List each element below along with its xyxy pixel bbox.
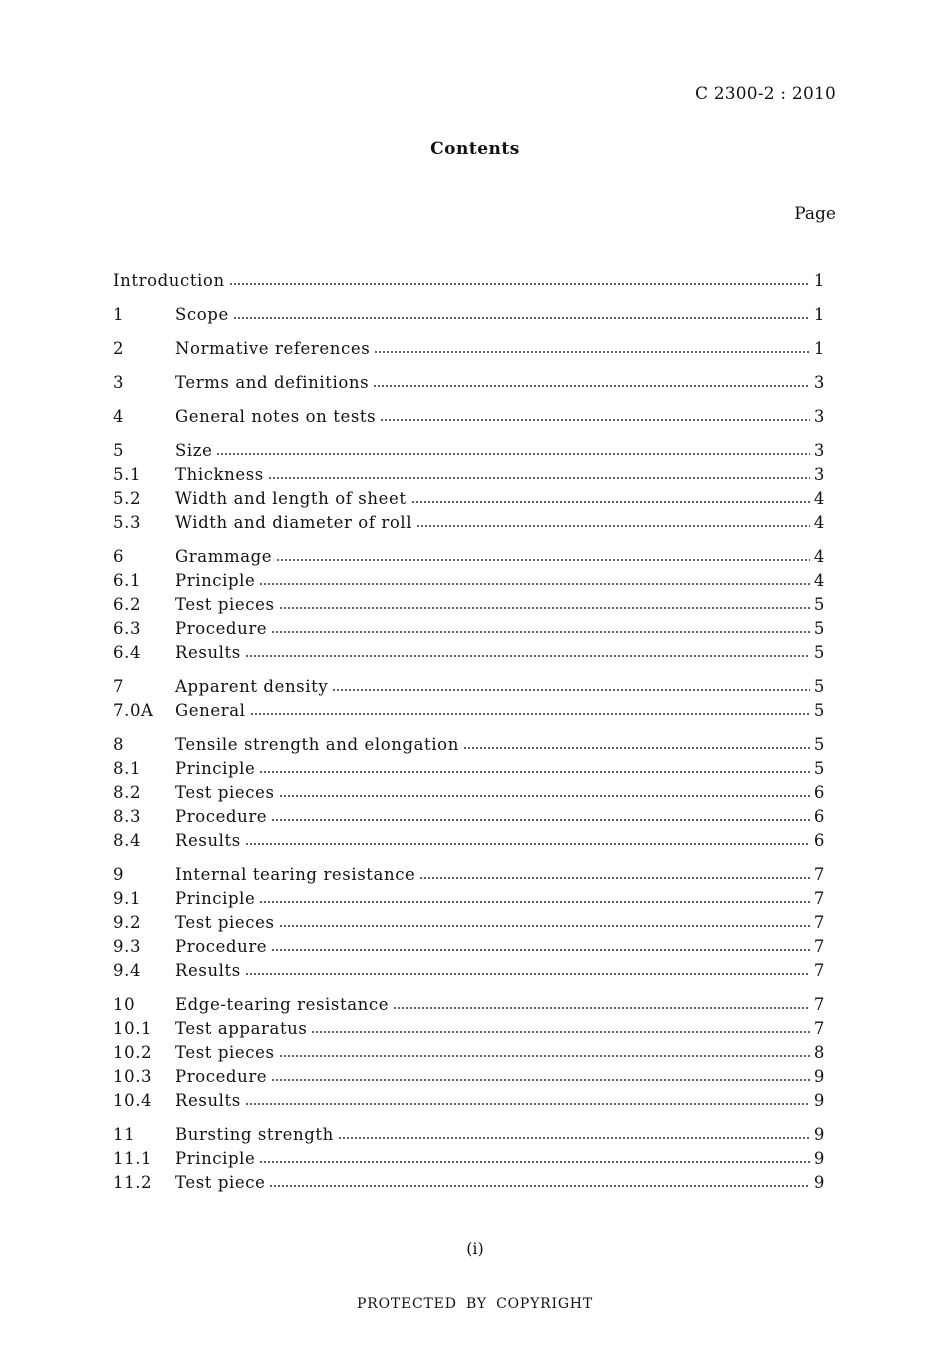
toc-entry-page: 5	[813, 677, 825, 696]
page-column-heading: Page	[794, 204, 836, 224]
toc-entry-label: Procedure	[175, 807, 268, 826]
toc-entry[interactable]	[113, 266, 825, 290]
toc-entry[interactable]	[113, 460, 825, 484]
toc-entry-number: 10	[113, 995, 136, 1014]
toc-entry-page: 5	[813, 701, 825, 720]
toc-entry-number: 4	[113, 407, 125, 426]
page-title: Contents	[430, 139, 520, 159]
toc-entry-number: 5.2	[113, 489, 142, 508]
toc-entry-number: 2	[113, 339, 125, 358]
toc-entry-number: 3	[113, 373, 125, 392]
toc-entry-label: Test apparatus	[175, 1019, 308, 1038]
toc-entry-label: Scope	[175, 305, 229, 324]
toc-leader-dots	[271, 819, 810, 821]
toc-entry-number: 11	[113, 1125, 136, 1144]
toc-leader-dots	[279, 925, 810, 927]
toc-entry-number: 8.1	[113, 759, 142, 778]
toc-leader-dots	[338, 1137, 810, 1139]
toc-entry[interactable]	[113, 672, 825, 696]
toc-entry[interactable]	[113, 508, 825, 532]
toc-leader-dots	[259, 1161, 810, 1163]
toc-entry-number: 9.3	[113, 937, 142, 956]
toc-entry-page: 5	[813, 735, 825, 754]
toc-entry[interactable]	[113, 990, 825, 1014]
toc-entry-label: Test pieces	[175, 595, 275, 614]
toc-entry-number: 8.4	[113, 831, 142, 850]
toc-entry-label: Test pieces	[175, 783, 275, 802]
toc-entry-page: 7	[813, 961, 825, 980]
toc-leader-dots	[245, 655, 810, 657]
toc-entry-number: 8	[113, 735, 125, 754]
toc-entry-page: 7	[813, 1019, 825, 1038]
toc-entry-page: 9	[813, 1125, 825, 1144]
toc-leader-dots	[250, 713, 810, 715]
copyright-notice: PROTECTED BY COPYRIGHT	[357, 1296, 593, 1312]
toc-entry-number: 9.4	[113, 961, 142, 980]
toc-entry-number: 10.1	[113, 1019, 153, 1038]
toc-entry-page: 3	[813, 465, 825, 484]
toc-entry-page: 3	[813, 441, 825, 460]
toc-leader-dots	[373, 385, 810, 387]
toc-entry[interactable]	[113, 368, 825, 392]
toc-entry-page: 4	[813, 571, 825, 590]
toc-entry[interactable]	[113, 1168, 825, 1192]
toc-entry-number: 9	[113, 865, 125, 884]
toc-entry-label: Terms and definitions	[175, 373, 370, 392]
toc-entry[interactable]	[113, 334, 825, 358]
toc-entry-number: 5	[113, 441, 125, 460]
toc-entry-label: Test pieces	[175, 913, 275, 932]
toc-entry-label: Results	[175, 961, 241, 980]
toc-entry[interactable]	[113, 542, 825, 566]
toc-entry-label: Principle	[175, 759, 256, 778]
toc-leader-dots	[259, 583, 810, 585]
toc-entry[interactable]	[113, 860, 825, 884]
toc-entry[interactable]	[113, 730, 825, 754]
toc-leader-dots	[259, 771, 810, 773]
toc-entry-label: Results	[175, 831, 241, 850]
toc-leader-dots	[259, 901, 810, 903]
toc-entry-label: Procedure	[175, 1067, 268, 1086]
toc-entry-label: Introduction	[113, 271, 225, 290]
toc-leader-dots	[271, 949, 810, 951]
toc-entry-page: 4	[813, 489, 825, 508]
toc-entry-number: 9.2	[113, 913, 142, 932]
toc-entry-page: 6	[813, 831, 825, 850]
toc-entry-page: 7	[813, 913, 825, 932]
toc-entry[interactable]	[113, 402, 825, 426]
toc-entry-label: Normative references	[175, 339, 371, 358]
toc-entry-number: 6.4	[113, 643, 142, 662]
toc-entry-label: Results	[175, 643, 241, 662]
toc-entry[interactable]	[113, 754, 825, 778]
toc-entry-label: Bursting strength	[175, 1125, 334, 1144]
toc-entry-page: 1	[813, 271, 825, 290]
toc-leader-dots	[416, 525, 810, 527]
toc-leader-dots	[271, 631, 810, 633]
toc-leader-dots	[245, 843, 810, 845]
toc-entry-number: 11.2	[113, 1173, 153, 1192]
toc-entry-page: 5	[813, 619, 825, 638]
toc-entry-number: 5.3	[113, 513, 142, 532]
document-id: C 2300-2 : 2010	[694, 84, 836, 104]
toc-entry-page: 5	[813, 643, 825, 662]
toc-entry-number: 7.0A	[113, 701, 154, 720]
toc-entry-page: 4	[813, 513, 825, 532]
toc-leader-dots	[374, 351, 810, 353]
toc-leader-dots	[411, 501, 810, 503]
toc-leader-dots	[332, 689, 810, 691]
toc-entry-page: 3	[813, 373, 825, 392]
toc-entry-label: Apparent density	[175, 677, 329, 696]
toc-entry-number: 10.4	[113, 1091, 153, 1110]
toc-entry[interactable]	[113, 884, 825, 908]
toc-entry-label: General notes on tests	[175, 407, 377, 426]
toc-entry-label: Grammage	[175, 547, 273, 566]
toc-leader-dots	[271, 1079, 810, 1081]
toc-leader-dots	[245, 973, 810, 975]
toc-entry-page: 1	[813, 339, 825, 358]
toc-entry-number: 6.1	[113, 571, 142, 590]
toc-entry-label: Width and diameter of roll	[175, 513, 413, 532]
toc-leader-dots	[380, 419, 810, 421]
toc-entry-page: 8	[813, 1043, 825, 1062]
toc-leader-dots	[393, 1007, 810, 1009]
toc-entry-number: 8.3	[113, 807, 142, 826]
toc-entry-label: Procedure	[175, 937, 268, 956]
toc-leader-dots	[268, 477, 810, 479]
toc-entry[interactable]	[113, 590, 825, 614]
toc-entry-number: 7	[113, 677, 125, 696]
toc-entry-label: Principle	[175, 571, 256, 590]
toc-entry[interactable]	[113, 1014, 825, 1038]
toc-entry[interactable]	[113, 778, 825, 802]
toc-entry-page: 3	[813, 407, 825, 426]
toc-entry-page: 7	[813, 937, 825, 956]
toc-leader-dots	[279, 795, 810, 797]
toc-entry-label: Test piece	[175, 1173, 266, 1192]
toc-entry-page: 9	[813, 1067, 825, 1086]
toc-entry-page: 9	[813, 1173, 825, 1192]
toc-entry-label: Internal tearing resistance	[175, 865, 416, 884]
toc-entry[interactable]	[113, 1144, 825, 1168]
toc-entry-page: 6	[813, 807, 825, 826]
toc-entry-label: Edge-tearing resistance	[175, 995, 390, 1014]
toc-entry[interactable]	[113, 696, 825, 720]
toc-entry-label: Thickness	[175, 465, 264, 484]
toc-entry-page: 1	[813, 305, 825, 324]
toc-leader-dots	[276, 559, 810, 561]
toc-entry-number: 10.3	[113, 1067, 153, 1086]
toc-entry-number: 6.2	[113, 595, 142, 614]
toc-entry[interactable]	[113, 300, 825, 324]
toc-entry[interactable]	[113, 1038, 825, 1062]
toc-entry[interactable]	[113, 932, 825, 956]
toc-entry-page: 9	[813, 1091, 825, 1110]
toc-leader-dots	[229, 283, 810, 285]
toc-entry-page: 4	[813, 547, 825, 566]
toc-leader-dots	[279, 607, 810, 609]
toc-entry-label: Size	[175, 441, 213, 460]
toc-entry-number: 8.2	[113, 783, 142, 802]
toc-entry-number: 6.3	[113, 619, 142, 638]
toc-entry-label: Principle	[175, 889, 256, 908]
toc-entry[interactable]	[113, 956, 825, 980]
toc-entry-label: Procedure	[175, 619, 268, 638]
toc-entry[interactable]	[113, 1120, 825, 1144]
toc-entry-number: 11.1	[113, 1149, 153, 1168]
toc-entry-page: 9	[813, 1149, 825, 1168]
toc-entry-page: 5	[813, 759, 825, 778]
toc-leader-dots	[233, 317, 810, 319]
toc-entry[interactable]	[113, 638, 825, 662]
toc-leader-dots	[245, 1103, 810, 1105]
toc-entry[interactable]	[113, 1086, 825, 1110]
toc-entry[interactable]	[113, 908, 825, 932]
toc-entry-number: 6	[113, 547, 125, 566]
toc-entry[interactable]	[113, 1062, 825, 1086]
toc-entry-number: 9.1	[113, 889, 142, 908]
toc-entry[interactable]	[113, 436, 825, 460]
toc-leader-dots	[279, 1055, 810, 1057]
footer-page-number: (i)	[466, 1239, 484, 1258]
toc-entry-page: 7	[813, 995, 825, 1014]
toc-entry-label: Width and length of sheet	[175, 489, 407, 508]
toc-leader-dots	[216, 453, 810, 455]
toc-entry-number: 1	[113, 305, 125, 324]
toc-entry[interactable]	[113, 614, 825, 638]
toc-entry-label: Results	[175, 1091, 241, 1110]
toc-leader-dots	[463, 747, 810, 749]
toc-entry[interactable]	[113, 566, 825, 590]
table-of-contents	[113, 266, 825, 1192]
toc-entry-label: Tensile strength and elongation	[175, 735, 459, 754]
toc-leader-dots	[311, 1031, 810, 1033]
toc-entry-page: 5	[813, 595, 825, 614]
toc-entry-page: 7	[813, 889, 825, 908]
toc-entry-label: General	[175, 701, 246, 720]
toc-entry-number: 10.2	[113, 1043, 153, 1062]
toc-entry-label: Test pieces	[175, 1043, 275, 1062]
toc-entry[interactable]	[113, 484, 825, 508]
toc-entry[interactable]	[113, 802, 825, 826]
toc-entry-label: Principle	[175, 1149, 256, 1168]
toc-leader-dots	[419, 877, 810, 879]
toc-entry-number: 5.1	[113, 465, 142, 484]
toc-entry[interactable]	[113, 826, 825, 850]
toc-leader-dots	[269, 1185, 810, 1187]
toc-entry-page: 7	[813, 865, 825, 884]
toc-entry-page: 6	[813, 783, 825, 802]
